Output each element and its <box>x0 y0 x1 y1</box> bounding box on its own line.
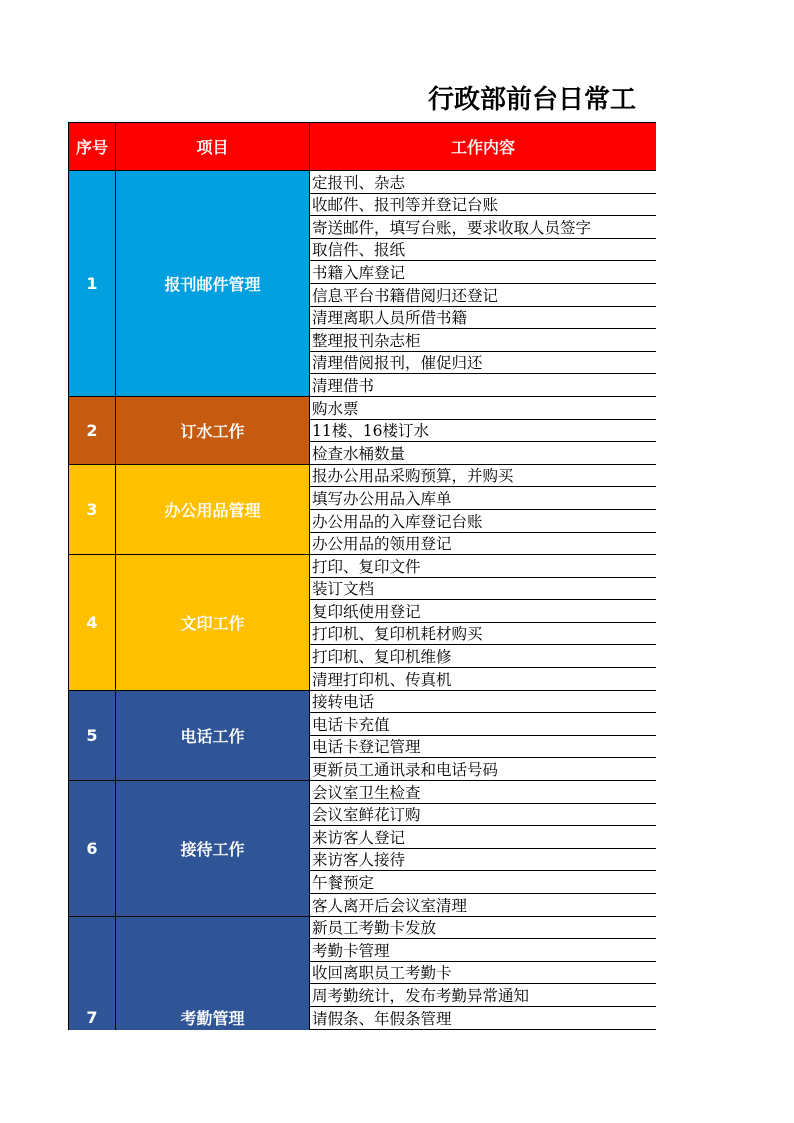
task-cell[interactable]: 办公用品的领用登记 <box>310 532 657 555</box>
group-name[interactable]: 报刊邮件管理 <box>116 171 310 397</box>
task-cell[interactable]: 客人离开后会议室清理 <box>310 894 657 917</box>
header-row <box>69 123 657 171</box>
table-row <box>69 916 657 939</box>
task-cell[interactable]: 复印纸使用登记 <box>310 600 657 623</box>
group-name[interactable]: 电话工作 <box>116 690 310 780</box>
task-cell[interactable]: 11楼、16楼订水 <box>310 419 657 442</box>
task-cell[interactable]: 考勤卡管理 <box>310 939 657 962</box>
sheet-title: 行政部前台日常工 <box>428 85 637 115</box>
task-cell[interactable]: 来访客人接待 <box>310 848 657 871</box>
table-row <box>69 171 657 194</box>
group-number[interactable]: 4 <box>69 555 116 691</box>
group-number[interactable]: 5 <box>69 690 116 780</box>
header-no[interactable]: 序号 <box>69 123 116 171</box>
task-cell[interactable]: 来访客人登记 <box>310 826 657 849</box>
group-name[interactable]: 考勤管理 <box>116 916 310 1030</box>
worksheet <box>68 122 656 1030</box>
task-cell[interactable]: 打印机、复印机耗材购买 <box>310 622 657 645</box>
task-cell[interactable]: 电话卡登记管理 <box>310 735 657 758</box>
table-row <box>69 464 657 487</box>
task-cell[interactable]: 书籍入库登记 <box>310 261 657 284</box>
task-cell[interactable]: 周考勤统计，发布考勤异常通知 <box>310 984 657 1007</box>
group-number[interactable]: 1 <box>69 171 116 397</box>
task-cell[interactable]: 电话卡充值 <box>310 713 657 736</box>
table-row <box>69 690 657 713</box>
task-cell[interactable]: 信息平台书籍借阅归还登记 <box>310 283 657 306</box>
group-number[interactable]: 6 <box>69 781 116 917</box>
task-table <box>68 122 656 1030</box>
task-cell[interactable]: 打印、复印文件 <box>310 555 657 578</box>
group-number[interactable]: 7 <box>69 916 116 1030</box>
task-cell[interactable]: 新员工考勤卡发放 <box>310 916 657 939</box>
task-cell[interactable]: 收邮件、报刊等并登记台账 <box>310 193 657 216</box>
task-cell[interactable]: 报办公用品采购预算，并购买 <box>310 464 657 487</box>
task-cell[interactable]: 会议室鲜花订购 <box>310 803 657 826</box>
table-row <box>69 396 657 419</box>
task-cell[interactable]: 检查水桶数量 <box>310 442 657 465</box>
table-body <box>69 171 657 1031</box>
group-number[interactable]: 2 <box>69 396 116 464</box>
task-cell[interactable]: 午餐预定 <box>310 871 657 894</box>
group-number[interactable]: 3 <box>69 464 116 554</box>
group-name[interactable]: 接待工作 <box>116 781 310 917</box>
group-name[interactable]: 订水工作 <box>116 396 310 464</box>
task-cell[interactable]: 收回离职员工考勤卡 <box>310 961 657 984</box>
header-content[interactable]: 工作内容 <box>310 123 657 171</box>
task-cell[interactable]: 填写办公用品入库单 <box>310 487 657 510</box>
task-cell[interactable]: 装订文档 <box>310 577 657 600</box>
task-cell[interactable]: 定报刊、杂志 <box>310 171 657 194</box>
header-item[interactable]: 项目 <box>116 123 310 171</box>
task-cell[interactable]: 会议室卫生检查 <box>310 781 657 804</box>
task-cell[interactable]: 清理借阅报刊，催促归还 <box>310 351 657 374</box>
task-cell[interactable] <box>310 1029 657 1030</box>
task-cell[interactable]: 取信件、报纸 <box>310 238 657 261</box>
task-cell[interactable]: 购水票 <box>310 396 657 419</box>
table-row <box>69 781 657 804</box>
task-cell[interactable]: 清理借书 <box>310 374 657 397</box>
group-name[interactable]: 文印工作 <box>116 555 310 691</box>
task-cell[interactable]: 打印机、复印机维修 <box>310 645 657 668</box>
task-cell[interactable]: 办公用品的入库登记台账 <box>310 509 657 532</box>
task-cell[interactable]: 寄送邮件，填写台账，要求收取人员签字 <box>310 216 657 239</box>
task-cell[interactable]: 整理报刊杂志柜 <box>310 329 657 352</box>
task-cell[interactable]: 请假条、年假条管理 <box>310 1006 657 1029</box>
group-name[interactable]: 办公用品管理 <box>116 464 310 554</box>
task-cell[interactable]: 更新员工通讯录和电话号码 <box>310 758 657 781</box>
task-cell[interactable]: 清理离职人员所借书籍 <box>310 306 657 329</box>
task-cell[interactable]: 清理打印机、传真机 <box>310 668 657 691</box>
task-cell[interactable]: 接转电话 <box>310 690 657 713</box>
table-row <box>69 555 657 578</box>
